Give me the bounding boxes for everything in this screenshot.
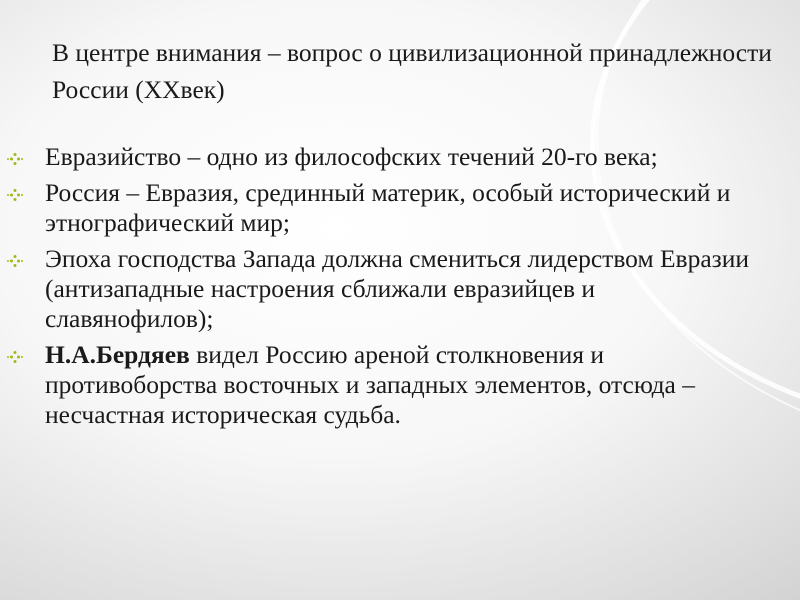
bullet-item-2: [0, 178, 765, 238]
diamond-dots-icon: [7, 189, 23, 201]
bullet-item-1: [0, 142, 765, 172]
diamond-dots-icon: [7, 153, 23, 165]
diamond-dots-icon: [7, 255, 23, 267]
slide-title: В центре внимания – вопрос о цивилизационной принадлежности России (XXвек): [52, 38, 772, 104]
bullet-text: видел Россию ареной столкновения и противоборства восточных и западных элементов, отсюда – несчастная историческая судьба.: [45, 340, 696, 429]
bullet-bold-text: Н.А.Бердяев: [45, 340, 190, 369]
bullet-item-4: [0, 340, 765, 430]
bullet-list: [0, 142, 800, 436]
diamond-dots-icon: [7, 351, 23, 363]
bullet-text: Эпоха господства Запада должна смениться лидерством Евразии (антизападные настроения сближали евразийцев и славянофилов);: [45, 244, 750, 333]
bullet-text: Россия – Евразия, срединный материк, особый исторический и этнографический мир;: [45, 178, 731, 237]
bullet-text: Евразийство – одно из философских течений 20-го века;: [45, 142, 658, 171]
bullet-item-3: [0, 244, 765, 334]
